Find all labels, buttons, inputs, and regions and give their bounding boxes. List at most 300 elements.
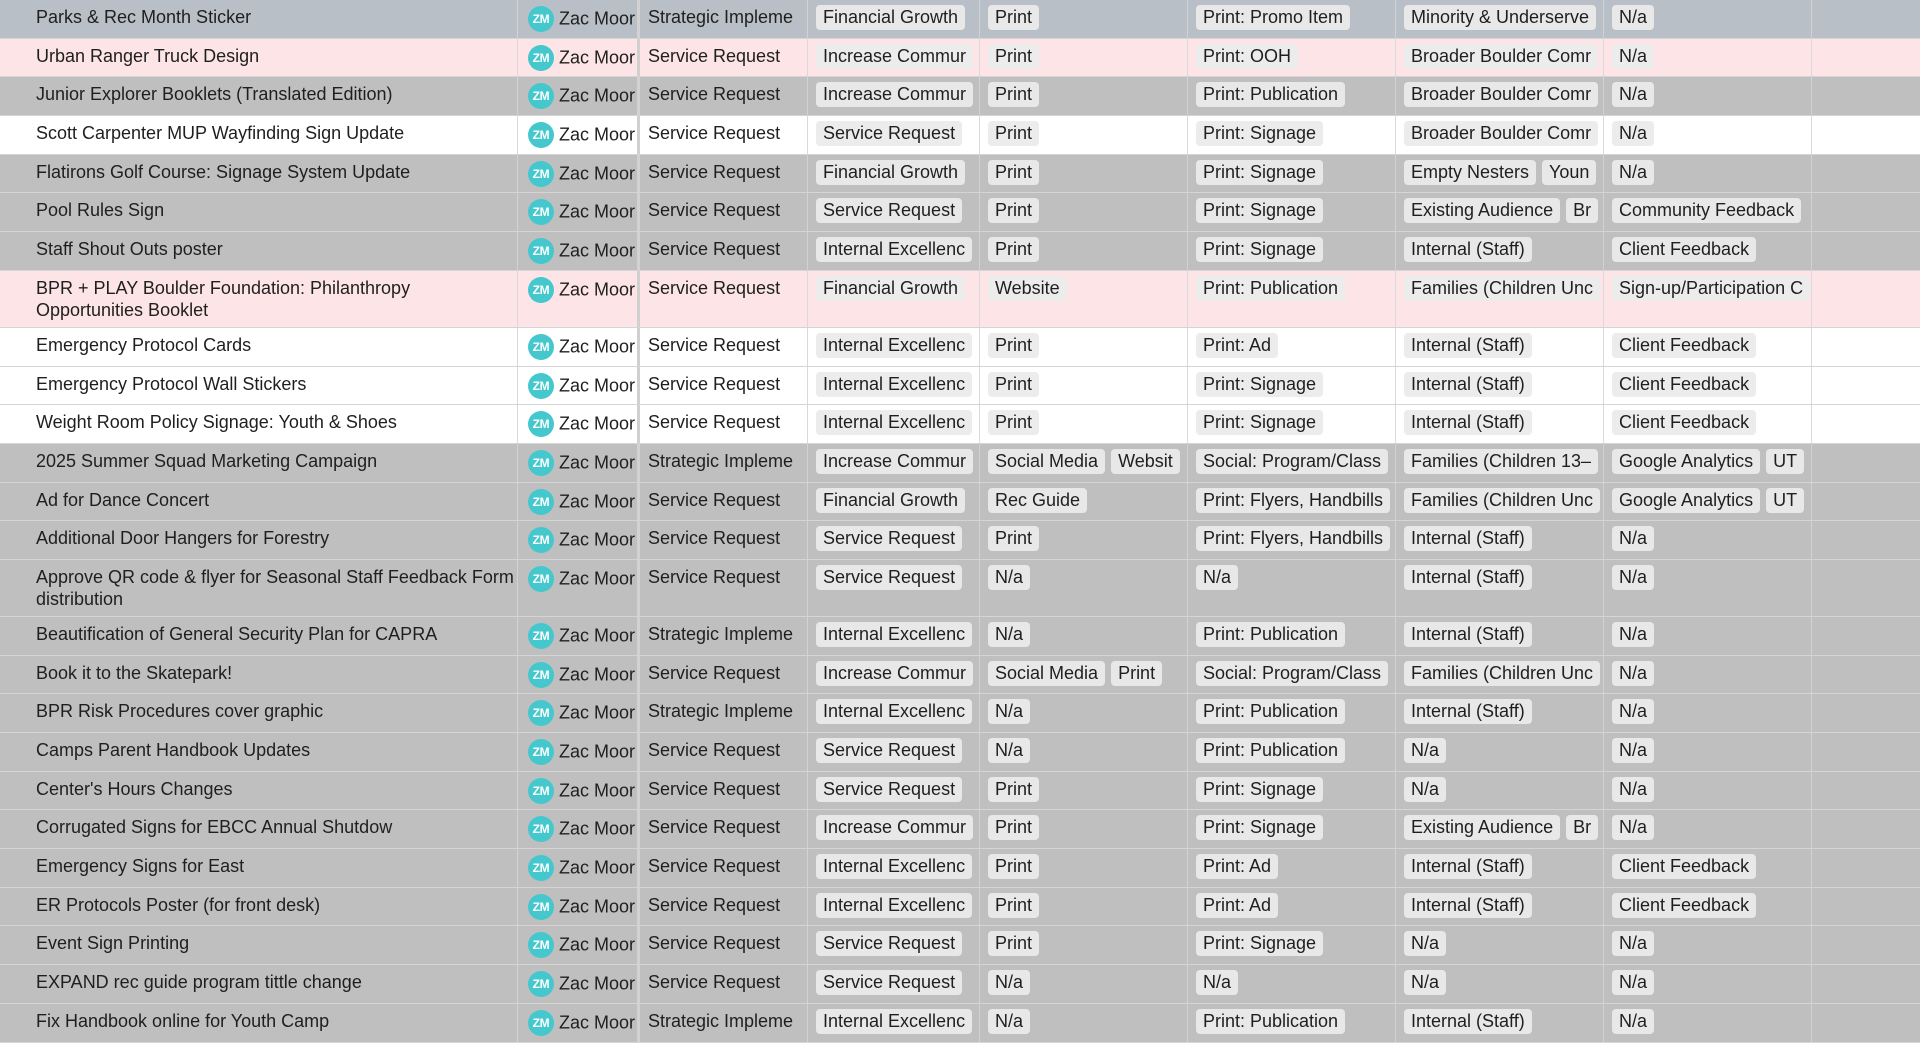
cell-goal[interactable]	[808, 521, 980, 559]
cell-measure[interactable]	[1604, 560, 1812, 616]
cell-owner[interactable]	[518, 193, 640, 231]
cell-measure[interactable]	[1604, 965, 1812, 1003]
table-row[interactable]	[0, 483, 1920, 522]
channel-tag: N/a	[988, 699, 1030, 724]
table-row[interactable]	[0, 444, 1920, 483]
cell-title[interactable]	[0, 926, 518, 964]
cell-request-type[interactable]	[640, 232, 808, 270]
project-title: Weight Room Policy Signage: Youth & Shoes	[36, 412, 397, 433]
table-row[interactable]	[0, 617, 1920, 656]
cell-goal[interactable]	[808, 888, 980, 926]
avatar: ZM	[528, 450, 554, 476]
cell-title[interactable]	[0, 232, 518, 270]
cell-owner[interactable]	[518, 405, 640, 443]
cell-title[interactable]	[0, 772, 518, 810]
measure-tag: UT	[1766, 449, 1804, 474]
cell-goal[interactable]	[808, 733, 980, 771]
cell-format[interactable]	[1188, 444, 1396, 482]
goal-tag: Service Request	[816, 121, 962, 146]
cell-request-type[interactable]	[640, 694, 808, 732]
cell-format[interactable]	[1188, 772, 1396, 810]
cell-owner[interactable]	[518, 965, 640, 1003]
cell-channel[interactable]	[980, 39, 1188, 77]
cell-format[interactable]	[1188, 656, 1396, 694]
cell-measure[interactable]	[1604, 0, 1812, 38]
cell-goal[interactable]	[808, 926, 980, 964]
cell-empty	[1812, 521, 1920, 559]
cell-goal[interactable]	[808, 849, 980, 887]
cell-request-type[interactable]	[640, 328, 808, 366]
measure-tag: N/a	[1612, 738, 1654, 763]
cell-audience[interactable]	[1396, 193, 1604, 231]
format-tag: N/a	[1196, 970, 1238, 995]
cell-owner[interactable]	[518, 560, 640, 616]
cell-request-type[interactable]	[640, 405, 808, 443]
cell-measure[interactable]	[1604, 405, 1812, 443]
request-type: Strategic Impleme	[648, 1010, 794, 1031]
table-row[interactable]	[0, 733, 1920, 772]
cell-measure[interactable]	[1604, 367, 1812, 405]
cell-owner[interactable]	[518, 155, 640, 193]
cell-channel[interactable]	[980, 77, 1188, 115]
cell-owner[interactable]	[518, 367, 640, 405]
cell-title[interactable]	[0, 617, 518, 655]
table-row[interactable]	[0, 656, 1920, 695]
cell-measure[interactable]	[1604, 232, 1812, 270]
cell-owner[interactable]	[518, 694, 640, 732]
cell-channel[interactable]	[980, 694, 1188, 732]
cell-request-type[interactable]	[640, 810, 808, 848]
cell-audience[interactable]	[1396, 405, 1604, 443]
cell-format[interactable]	[1188, 733, 1396, 771]
cell-owner[interactable]	[518, 1004, 640, 1042]
cell-empty	[1812, 849, 1920, 887]
cell-request-type[interactable]	[640, 39, 808, 77]
cell-request-type[interactable]	[640, 483, 808, 521]
cell-audience[interactable]	[1396, 810, 1604, 848]
cell-request-type[interactable]	[640, 965, 808, 1003]
cell-goal[interactable]	[808, 328, 980, 366]
cell-empty	[1812, 77, 1920, 115]
table-row[interactable]	[0, 405, 1920, 444]
cell-title[interactable]	[0, 694, 518, 732]
format-tag: Print: Ad	[1196, 333, 1278, 358]
cell-goal[interactable]	[808, 367, 980, 405]
cell-channel[interactable]	[980, 849, 1188, 887]
cell-title[interactable]	[0, 328, 518, 366]
audience-tag: N/a	[1404, 970, 1446, 995]
cell-measure[interactable]	[1604, 39, 1812, 77]
cell-empty	[1812, 733, 1920, 771]
cell-title[interactable]	[0, 77, 518, 115]
cell-goal[interactable]	[808, 560, 980, 616]
cell-goal[interactable]	[808, 271, 980, 327]
cell-goal[interactable]	[808, 617, 980, 655]
channel-tag: Print	[988, 410, 1039, 435]
cell-request-type[interactable]	[640, 849, 808, 887]
cell-format[interactable]	[1188, 193, 1396, 231]
owner-name: Zac Moor	[559, 702, 636, 723]
cell-owner[interactable]	[518, 926, 640, 964]
table-row[interactable]	[0, 271, 1920, 328]
cell-goal[interactable]	[808, 965, 980, 1003]
audience-tag: Internal (Staff)	[1404, 410, 1532, 435]
cell-format[interactable]	[1188, 116, 1396, 154]
cell-request-type[interactable]	[640, 116, 808, 154]
cell-audience[interactable]	[1396, 617, 1604, 655]
cell-request-type[interactable]	[640, 1004, 808, 1042]
cell-request-type[interactable]	[640, 77, 808, 115]
table-row[interactable]	[0, 521, 1920, 560]
cell-title[interactable]	[0, 405, 518, 443]
goal-tag: Internal Excellenc	[816, 372, 972, 397]
request-type: Service Request	[648, 778, 781, 799]
cell-goal[interactable]	[808, 444, 980, 482]
cell-format[interactable]	[1188, 694, 1396, 732]
cell-measure[interactable]	[1604, 772, 1812, 810]
table-row[interactable]	[0, 116, 1920, 155]
cell-channel[interactable]	[980, 560, 1188, 616]
cell-format[interactable]	[1188, 232, 1396, 270]
cell-audience[interactable]	[1396, 694, 1604, 732]
cell-goal[interactable]	[808, 810, 980, 848]
table-row[interactable]	[0, 965, 1920, 1004]
request-type: Service Request	[648, 817, 781, 838]
table-row[interactable]	[0, 926, 1920, 965]
cell-goal[interactable]	[808, 405, 980, 443]
cell-title[interactable]	[0, 155, 518, 193]
table-row[interactable]	[0, 232, 1920, 271]
cell-format[interactable]	[1188, 405, 1396, 443]
measure-tag: N/a	[1612, 931, 1654, 956]
cell-channel[interactable]	[980, 271, 1188, 327]
cell-audience[interactable]	[1396, 271, 1604, 327]
owner-name: Zac Moor	[559, 85, 636, 106]
cell-channel[interactable]	[980, 444, 1188, 482]
project-title: Pool Rules Sign	[36, 200, 165, 221]
cell-request-type[interactable]	[640, 772, 808, 810]
cell-request-type[interactable]	[640, 926, 808, 964]
cell-request-type[interactable]	[640, 560, 808, 616]
cell-owner[interactable]	[518, 328, 640, 366]
goal-tag: Internal Excellenc	[816, 699, 972, 724]
cell-request-type[interactable]	[640, 521, 808, 559]
cell-measure[interactable]	[1604, 926, 1812, 964]
cell-format[interactable]	[1188, 521, 1396, 559]
cell-format[interactable]	[1188, 77, 1396, 115]
cell-channel[interactable]	[980, 193, 1188, 231]
owner-name: Zac Moor	[559, 124, 636, 145]
format-tag: Print: Publication	[1196, 622, 1345, 647]
cell-request-type[interactable]	[640, 888, 808, 926]
cell-owner[interactable]	[518, 888, 640, 926]
cell-measure[interactable]	[1604, 155, 1812, 193]
cell-goal[interactable]	[808, 39, 980, 77]
cell-audience[interactable]	[1396, 367, 1604, 405]
table-row[interactable]	[0, 694, 1920, 733]
cell-measure[interactable]	[1604, 271, 1812, 327]
cell-format[interactable]	[1188, 0, 1396, 38]
cell-title[interactable]	[0, 0, 518, 38]
cell-title[interactable]	[0, 888, 518, 926]
format-tag: Print: Signage	[1196, 198, 1323, 223]
project-title: Junior Explorer Booklets (Translated Edition)	[36, 84, 393, 105]
owner-name: Zac Moor	[559, 163, 636, 184]
goal-tag: Financial Growth	[816, 5, 965, 30]
cell-channel[interactable]	[980, 521, 1188, 559]
owner-name: Zac Moor	[559, 568, 636, 589]
cell-audience[interactable]	[1396, 328, 1604, 366]
cell-format[interactable]	[1188, 617, 1396, 655]
goal-tag: Internal Excellenc	[816, 1009, 972, 1034]
cell-measure[interactable]	[1604, 1004, 1812, 1042]
measure-tag: N/a	[1612, 160, 1654, 185]
cell-title[interactable]	[0, 656, 518, 694]
cell-channel[interactable]	[980, 155, 1188, 193]
cell-format[interactable]	[1188, 328, 1396, 366]
cell-owner[interactable]	[518, 39, 640, 77]
cell-format[interactable]	[1188, 1004, 1396, 1042]
cell-measure[interactable]	[1604, 888, 1812, 926]
cell-audience[interactable]	[1396, 521, 1604, 559]
cell-audience[interactable]	[1396, 39, 1604, 77]
cell-goal[interactable]	[808, 193, 980, 231]
project-title: ER Protocols Poster (for front desk)	[36, 894, 321, 915]
cell-channel[interactable]	[980, 965, 1188, 1003]
cell-format[interactable]	[1188, 483, 1396, 521]
channel-tag: Print	[988, 5, 1039, 30]
cell-channel[interactable]	[980, 483, 1188, 521]
cell-measure[interactable]	[1604, 849, 1812, 887]
format-tag: N/a	[1196, 565, 1238, 590]
cell-title[interactable]	[0, 965, 518, 1003]
cell-title[interactable]	[0, 810, 518, 848]
cell-audience[interactable]	[1396, 444, 1604, 482]
audience-tag: Families (Children Unc	[1404, 276, 1600, 301]
table-row[interactable]	[0, 888, 1920, 927]
cell-title[interactable]	[0, 1004, 518, 1042]
table-row[interactable]	[0, 0, 1920, 39]
audience-tag: Internal (Staff)	[1404, 565, 1532, 590]
cell-goal[interactable]	[808, 0, 980, 38]
cell-measure[interactable]	[1604, 77, 1812, 115]
cell-format[interactable]	[1188, 271, 1396, 327]
cell-measure[interactable]	[1604, 116, 1812, 154]
cell-title[interactable]	[0, 483, 518, 521]
cell-title[interactable]	[0, 849, 518, 887]
cell-audience[interactable]	[1396, 849, 1604, 887]
cell-channel[interactable]	[980, 232, 1188, 270]
table-row[interactable]	[0, 328, 1920, 367]
cell-format[interactable]	[1188, 810, 1396, 848]
cell-title[interactable]	[0, 444, 518, 482]
cell-request-type[interactable]	[640, 155, 808, 193]
cell-owner[interactable]	[518, 444, 640, 482]
table-row[interactable]	[0, 155, 1920, 194]
cell-request-type[interactable]	[640, 617, 808, 655]
owner-name: Zac Moor	[559, 336, 636, 357]
cell-format[interactable]	[1188, 560, 1396, 616]
cell-owner[interactable]	[518, 521, 640, 559]
table-row[interactable]	[0, 193, 1920, 232]
format-tag: Social: Program/Class	[1196, 661, 1388, 686]
cell-format[interactable]	[1188, 367, 1396, 405]
cell-goal[interactable]	[808, 694, 980, 732]
cell-goal[interactable]	[808, 77, 980, 115]
cell-channel[interactable]	[980, 367, 1188, 405]
avatar: ZM	[528, 700, 554, 726]
cell-owner[interactable]	[518, 772, 640, 810]
measure-tag: Client Feedback	[1612, 372, 1756, 397]
audience-tag: Empty Nesters	[1404, 160, 1536, 185]
project-title: Approve QR code & flyer for Seasonal Staff Feedback Form distribution	[36, 566, 514, 609]
cell-goal[interactable]	[808, 232, 980, 270]
cell-measure[interactable]	[1604, 694, 1812, 732]
cell-title[interactable]	[0, 560, 518, 616]
channel-tag: Print	[988, 160, 1039, 185]
cell-owner[interactable]	[518, 733, 640, 771]
table-row[interactable]	[0, 560, 1920, 617]
cell-request-type[interactable]	[640, 0, 808, 38]
avatar: ZM	[528, 739, 554, 765]
cell-audience[interactable]	[1396, 155, 1604, 193]
avatar: ZM	[528, 971, 554, 997]
table-row[interactable]	[0, 849, 1920, 888]
cell-channel[interactable]	[980, 888, 1188, 926]
cell-request-type[interactable]	[640, 733, 808, 771]
cell-format[interactable]	[1188, 155, 1396, 193]
format-tag: Social: Program/Class	[1196, 449, 1388, 474]
cell-audience[interactable]	[1396, 888, 1604, 926]
cell-measure[interactable]	[1604, 733, 1812, 771]
cell-channel[interactable]	[980, 810, 1188, 848]
cell-audience[interactable]	[1396, 232, 1604, 270]
cell-channel[interactable]	[980, 926, 1188, 964]
table-row[interactable]	[0, 772, 1920, 811]
cell-channel[interactable]	[980, 733, 1188, 771]
cell-owner[interactable]	[518, 656, 640, 694]
cell-measure[interactable]	[1604, 328, 1812, 366]
cell-audience[interactable]	[1396, 656, 1604, 694]
cell-channel[interactable]	[980, 617, 1188, 655]
cell-title[interactable]	[0, 271, 518, 327]
table-row[interactable]	[0, 1004, 1920, 1043]
cell-empty	[1812, 1004, 1920, 1042]
cell-measure[interactable]	[1604, 193, 1812, 231]
cell-measure[interactable]	[1604, 483, 1812, 521]
cell-title[interactable]	[0, 367, 518, 405]
owner-name: Zac Moor	[559, 201, 636, 222]
cell-goal[interactable]	[808, 772, 980, 810]
cell-goal[interactable]	[808, 656, 980, 694]
cell-audience[interactable]	[1396, 1004, 1604, 1042]
cell-goal[interactable]	[808, 155, 980, 193]
cell-format[interactable]	[1188, 849, 1396, 887]
audience-tag: N/a	[1404, 777, 1446, 802]
cell-format[interactable]	[1188, 965, 1396, 1003]
cell-audience[interactable]	[1396, 926, 1604, 964]
table-row[interactable]	[0, 77, 1920, 116]
cell-request-type[interactable]	[640, 656, 808, 694]
cell-audience[interactable]	[1396, 77, 1604, 115]
audience-tag: Internal (Staff)	[1404, 237, 1532, 262]
cell-measure[interactable]	[1604, 444, 1812, 482]
cell-empty	[1812, 328, 1920, 366]
measure-tag: N/a	[1612, 699, 1654, 724]
measure-tag: N/a	[1612, 44, 1654, 69]
cell-goal[interactable]	[808, 116, 980, 154]
table-row[interactable]	[0, 810, 1920, 849]
cell-owner[interactable]	[518, 116, 640, 154]
project-title: Parks & Rec Month Sticker	[36, 7, 252, 27]
cell-format[interactable]	[1188, 39, 1396, 77]
cell-channel[interactable]	[980, 1004, 1188, 1042]
cell-owner[interactable]	[518, 77, 640, 115]
table-row[interactable]	[0, 367, 1920, 406]
request-type: Service Request	[648, 662, 781, 683]
cell-goal[interactable]	[808, 483, 980, 521]
cell-channel[interactable]	[980, 0, 1188, 38]
cell-owner[interactable]	[518, 271, 640, 327]
request-type: Strategic Impleme	[648, 701, 794, 722]
cell-audience[interactable]	[1396, 965, 1604, 1003]
cell-owner[interactable]	[518, 0, 640, 38]
cell-audience[interactable]	[1396, 772, 1604, 810]
cell-measure[interactable]	[1604, 656, 1812, 694]
cell-measure[interactable]	[1604, 810, 1812, 848]
cell-goal[interactable]	[808, 1004, 980, 1042]
cell-format[interactable]	[1188, 926, 1396, 964]
cell-title[interactable]	[0, 193, 518, 231]
cell-audience[interactable]	[1396, 733, 1604, 771]
audience-tag: Broader Boulder Comr	[1404, 44, 1598, 69]
cell-audience[interactable]	[1396, 483, 1604, 521]
goal-tag: Internal Excellenc	[816, 333, 972, 358]
cell-owner[interactable]	[518, 483, 640, 521]
cell-owner[interactable]	[518, 232, 640, 270]
cell-request-type[interactable]	[640, 193, 808, 231]
cell-request-type[interactable]	[640, 367, 808, 405]
cell-format[interactable]	[1188, 888, 1396, 926]
avatar: ZM	[528, 778, 554, 804]
cell-channel[interactable]	[980, 772, 1188, 810]
owner-name: Zac Moor	[559, 452, 636, 473]
cell-channel[interactable]	[980, 405, 1188, 443]
cell-empty	[1812, 810, 1920, 848]
table-row[interactable]	[0, 39, 1920, 78]
cell-audience[interactable]	[1396, 560, 1604, 616]
cell-audience[interactable]	[1396, 0, 1604, 38]
cell-title[interactable]	[0, 39, 518, 77]
cell-channel[interactable]	[980, 328, 1188, 366]
cell-owner[interactable]	[518, 810, 640, 848]
cell-channel[interactable]	[980, 116, 1188, 154]
cell-owner[interactable]	[518, 849, 640, 887]
cell-channel[interactable]	[980, 656, 1188, 694]
cell-request-type[interactable]	[640, 444, 808, 482]
cell-title[interactable]	[0, 116, 518, 154]
cell-title[interactable]	[0, 521, 518, 559]
cell-measure[interactable]	[1604, 521, 1812, 559]
project-title: Emergency Protocol Wall Stickers	[36, 373, 307, 394]
cell-audience[interactable]	[1396, 116, 1604, 154]
goal-tag: Internal Excellenc	[816, 237, 972, 262]
cell-owner[interactable]	[518, 617, 640, 655]
cell-request-type[interactable]	[640, 271, 808, 327]
cell-measure[interactable]	[1604, 617, 1812, 655]
audience-tag: Internal (Staff)	[1404, 1009, 1532, 1034]
cell-title[interactable]	[0, 733, 518, 771]
